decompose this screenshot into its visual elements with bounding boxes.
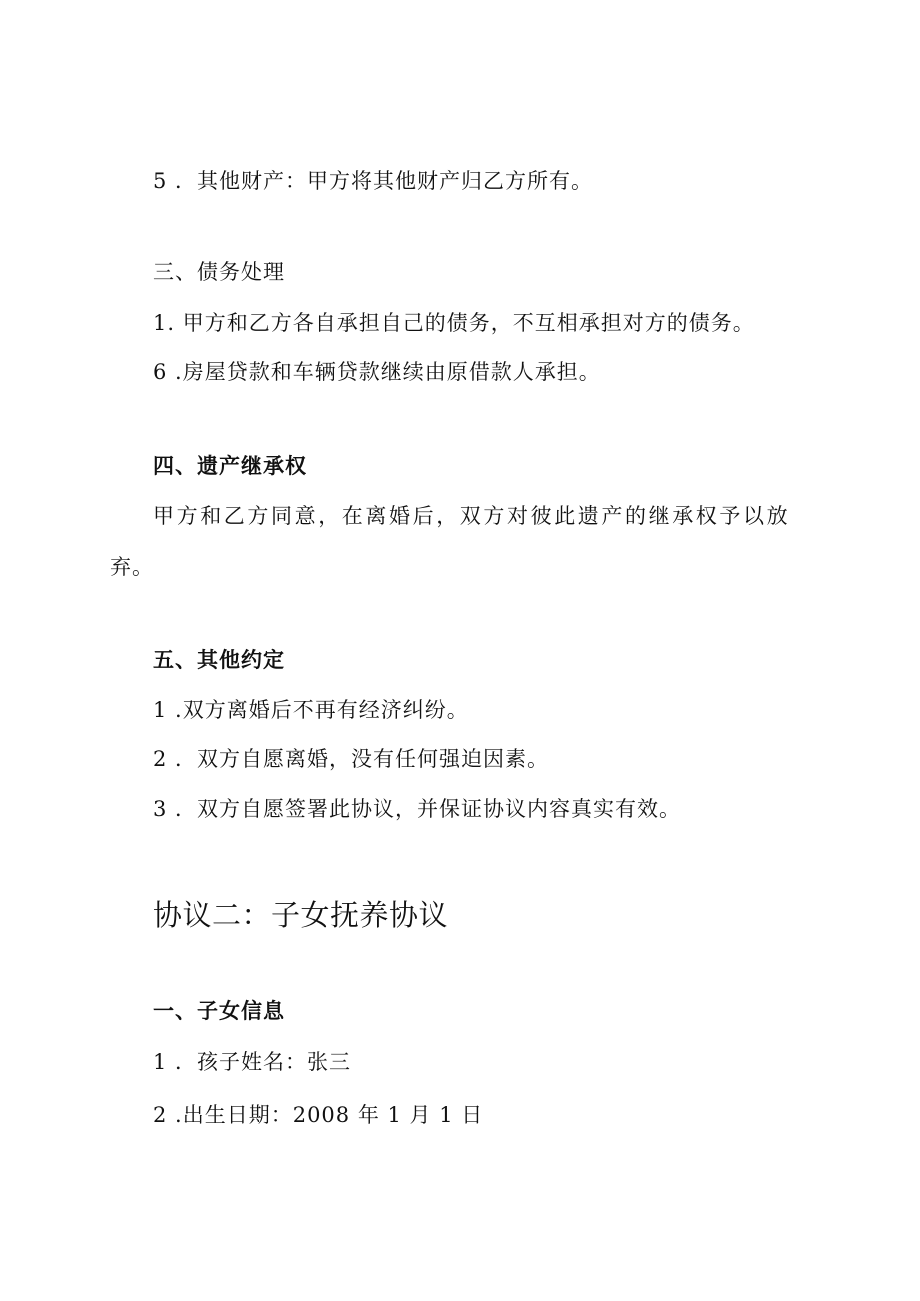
child-name-item: 1 ．孩子姓名：张三 — [153, 1050, 352, 1074]
section-heading-child-info: 一、子女信息 — [153, 999, 285, 1023]
debt-item-2: 6 .房屋贷款和车辆贷款继续由原借款人承担。 — [153, 360, 601, 384]
other-item-1: 1 .双方离婚后不再有经济纠纷。 — [153, 698, 469, 722]
section-heading-inheritance: 四、遗产继承权 — [153, 454, 307, 478]
other-item-2: 2 ．双方自愿离婚，没有任何强迫因素。 — [153, 747, 550, 771]
inheritance-paragraph-line-1: 甲方和乙方同意，在离婚后，双方对彼此遗产的继承权予以放 — [153, 504, 791, 528]
agreement-2-title: 协议二：子女抚养协议 — [153, 898, 449, 932]
inheritance-paragraph-line-2: 弃。 — [110, 555, 154, 579]
debt-item-1: 1. 甲方和乙方各自承担自己的债务，不互相承担对方的债务。 — [153, 311, 755, 335]
property-item-5: 5 ．其他财产：甲方将其他财产归乙方所有。 — [153, 169, 594, 193]
child-birthdate-item: 2 .出生日期：2008 年 1 月 1 日 — [153, 1103, 484, 1127]
other-item-3: 3 ．双方自愿签署此协议，并保证协议内容真实有效。 — [153, 797, 682, 821]
section-heading-other: 五、其他约定 — [153, 648, 285, 672]
section-heading-debt: 三、债务处理 — [153, 260, 285, 284]
